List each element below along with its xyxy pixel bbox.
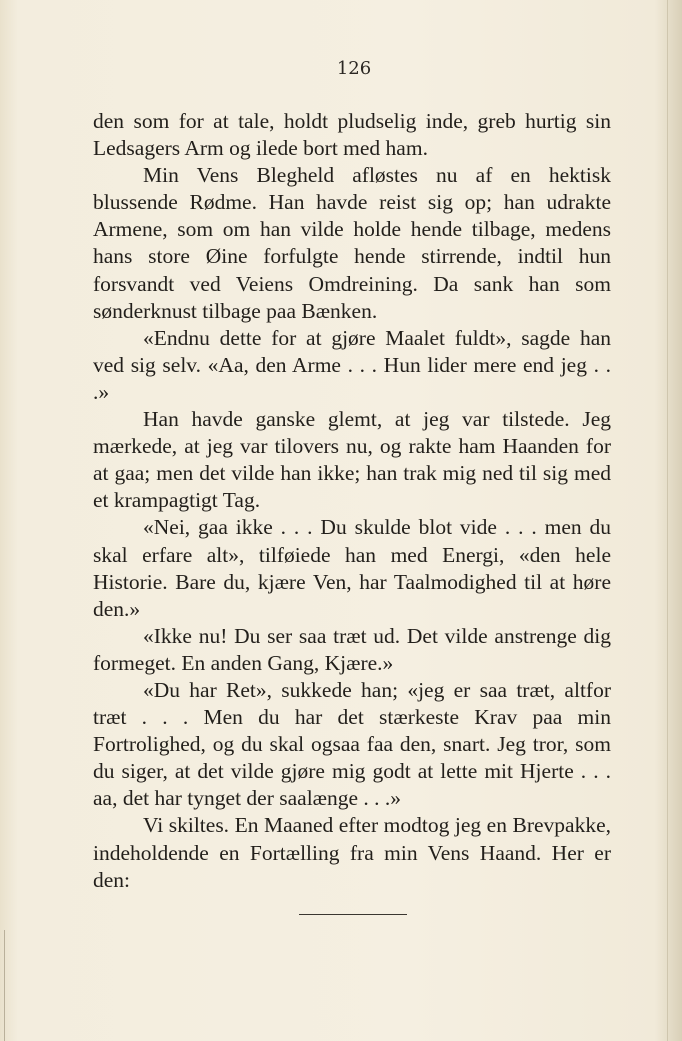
body-text xyxy=(93,108,611,894)
paragraph: den som for at tale, holdt pludselig inde, greb hurtig sin Ledsagers Arm og ilede bort med ham. xyxy=(93,109,611,161)
paragraph: «Du har Ret», sukkede han; «jeg er saa træt, altfor træt . . . Men du har det stærkeste Krav paa min Fortrolighed, og du skal ogsaa faa den, snart. Jeg tror, som du siger, at det vilde gjøre mig godt at lette mit Hjerte . . . aa, det har tynget der saalænge . . .» xyxy=(93,677,611,811)
page-number: 126 xyxy=(336,58,372,79)
binding-edge xyxy=(4,930,5,1041)
paragraph: Han havde ganske glemt, at jeg var tilstede. Jeg mærkede, at jeg var tilovers nu, og rakte ham Haanden for at gaa; men det vilde han ikke; han trak mig ned til sig med et krampagtigt Tag. xyxy=(93,407,611,513)
page-edge xyxy=(667,0,668,1041)
paragraph: «Endnu dette for at gjøre Maalet fuldt», sagde han ved sig selv. «Aa, den Arme . . . Hun lider mere end jeg . . .» xyxy=(93,325,611,404)
paragraph: «Ikke nu! Du ser saa træt ud. Det vilde anstrenge dig formeget. En anden Gang, Kjære.» xyxy=(93,623,611,675)
paragraph: Min Vens Blegheld afløstes nu af en hektisk blussende Rødme. Han havde reist sig op; han udrakte Armene, som om han vilde holde hende tilbage, medens hans store Øine forfulgte hende stirrende, indtil hun forsvandt ved Veiens Omdreining. Da sank han som sønderknust tilbage paa Bænken. xyxy=(93,163,611,323)
paragraph: «Nei, gaa ikke . . . Du skulde blot vide . . . men du skal erfare alt», tilføiede han med Energi, «den hele Historie. Bare du, kjære Ven, har Taalmodighed til at høre den.» xyxy=(93,515,611,621)
paragraph: Vi skiltes. En Maaned efter modtog jeg en Brevpakke, indeholdende en Fortælling fra min Vens Haand. Her er den: xyxy=(93,813,611,892)
section-divider xyxy=(299,914,407,915)
